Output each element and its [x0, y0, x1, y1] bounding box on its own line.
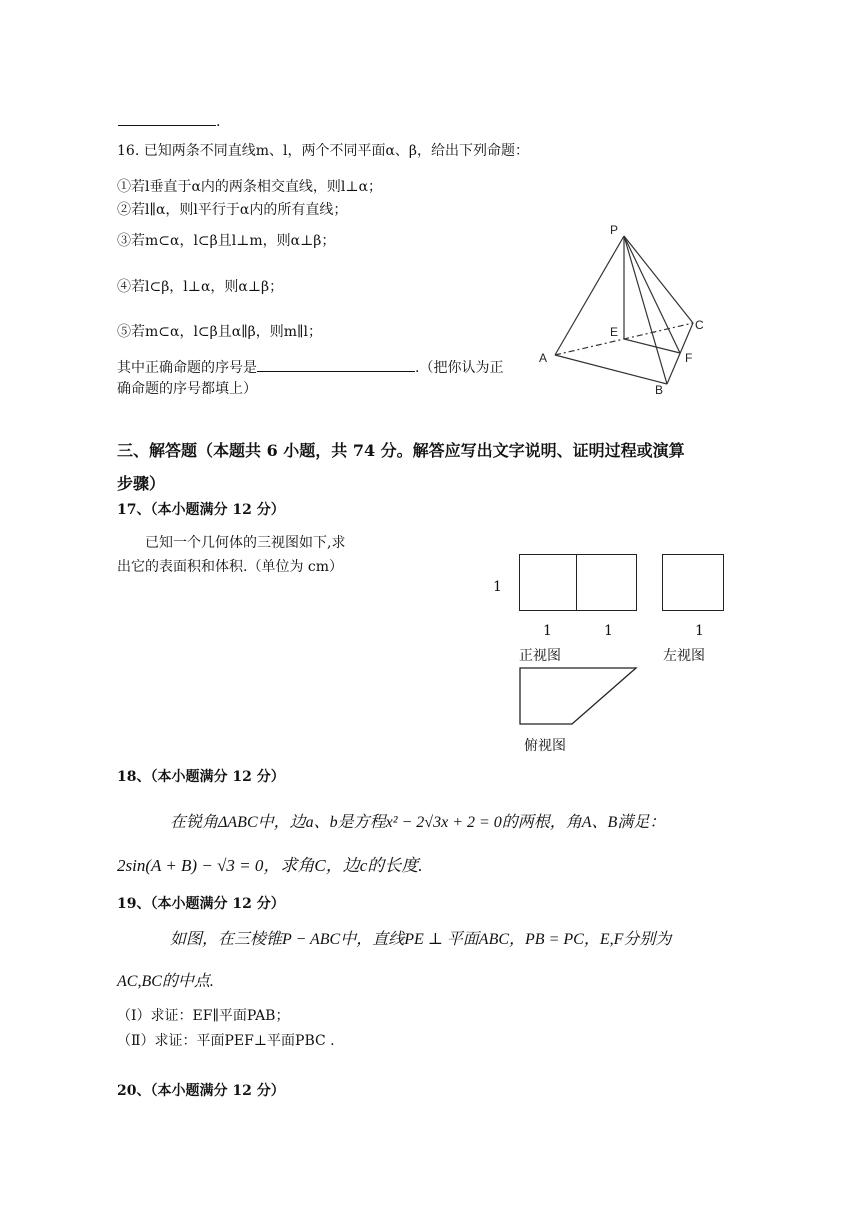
- top-view-shape: [520, 668, 636, 724]
- q16-item-5: ⑤若m⊂α，l⊂β且α∥β，则m∥l；: [117, 324, 322, 340]
- q18-heading: 18、（本小题满分 12 分）: [117, 769, 285, 785]
- edge-PF: [624, 236, 680, 353]
- q19-part2: （Ⅱ）求证：平面PEF⊥平面PBC .: [117, 1033, 335, 1049]
- q19-heading: 19、（本小题满分 12 分）: [117, 896, 285, 912]
- label-P: P: [610, 223, 619, 237]
- q19-part1: （Ⅰ）求证：EF∥平面PAB；: [117, 1008, 290, 1024]
- label-E: E: [610, 325, 619, 339]
- side-view-label: 左视图: [663, 648, 705, 664]
- q16-item-4: ④若l⊂β，l⊥α，则α⊥β；: [117, 279, 284, 295]
- q17-text-cont: 出它的表面积和体积.（单位为 cm）: [117, 559, 344, 575]
- front-view-divider: [576, 555, 577, 610]
- top-view-label: 俯视图: [524, 738, 566, 754]
- side-view: [662, 554, 724, 611]
- edge-PB: [624, 236, 667, 384]
- q16-intro: 16. 已知两条不同直线m、l，两个不同平面α、β，给出下列命题：: [117, 143, 530, 159]
- q19-line2: AC,BC的中点.: [117, 973, 214, 990]
- dim-front-right: 1: [604, 623, 613, 639]
- pyramid-figure: [530, 222, 720, 400]
- q16-question: 其中正确命题的序号是 .（把你认为正: [117, 356, 503, 377]
- section3-title-cont: 步骤）: [117, 474, 166, 493]
- section3-title: 三、解答题（本题共 6 小题，共 74 分。解答应写出文字说明、证明过程或演算: [117, 441, 685, 460]
- q17-text: 已知一个几何体的三视图如下,求: [145, 535, 346, 551]
- q16-item-3: ③若m⊂α，l⊂β且l⊥m，则α⊥β；: [117, 233, 336, 249]
- top-view: [516, 664, 640, 726]
- dim-front-left: 1: [543, 623, 552, 639]
- front-view: [519, 554, 637, 611]
- q17-heading: 17、（本小题满分 12 分）: [117, 502, 285, 518]
- q18-line2: 2sin(A + B) − √3 = 0，求角C，边c的长度.: [117, 856, 423, 875]
- label-C: C: [695, 318, 704, 332]
- q16-item-2: ②若l∥α，则l平行于α内的所有直线；: [117, 202, 348, 218]
- dim-height: 1: [493, 579, 502, 595]
- label-A: A: [539, 351, 548, 365]
- answer-blank-15: .: [118, 110, 220, 130]
- edge-PC: [624, 236, 693, 323]
- q16-question-cont: 确命题的序号都填上）: [117, 381, 257, 397]
- front-view-label: 正视图: [519, 648, 561, 664]
- q16-item-1: ①若l垂直于α内的两条相交直线，则l⊥α；: [117, 179, 383, 195]
- q18-line1: 在锐角ΔABC中，边a、b是方程x² − 2√3x + 2 = 0的两根，角A、B满足：: [170, 814, 666, 831]
- label-B: B: [655, 383, 664, 397]
- q19-line1: 如图，在三棱锥P − ABC中，直线PE ⊥ 平面ABC，PB = PC，E,F分别为: [170, 931, 672, 948]
- edge-EF: [624, 339, 680, 353]
- edge-AB: [555, 355, 667, 384]
- dim-side: 1: [695, 623, 704, 639]
- q20-heading: 20、（本小题满分 12 分）: [117, 1083, 285, 1099]
- label-F: F: [685, 351, 693, 365]
